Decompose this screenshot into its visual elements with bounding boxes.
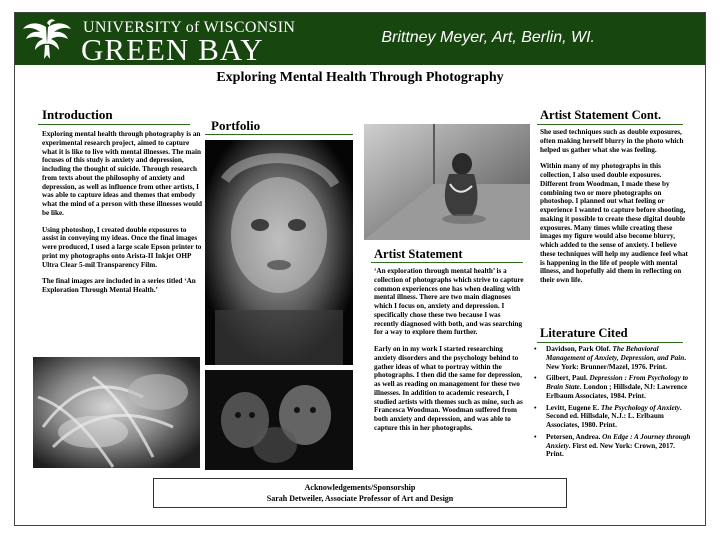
acknowledgements-sponsor: Sarah Detweiler, Associate Professor of Art and Design — [266, 494, 454, 503]
literature-cited-heading: Literature Cited — [540, 326, 628, 340]
citation-item — [534, 433, 694, 459]
doll-in-room-corner-photo — [364, 124, 530, 240]
citation-author: Gilbert, Paul. — [546, 374, 590, 383]
portfolio-heading: Portfolio — [211, 118, 261, 133]
acknowledgements-heading: Acknowledgements/Sponsorship — [304, 483, 416, 492]
citation-publication: . Second ed. Hillsdale, N.J.: L. Erlbaum Associates, 1980. Print. — [546, 403, 682, 429]
artist-statement-cont-body — [540, 128, 690, 293]
paragraph: Within many of my photographs in this collection, I also used double exposures. Different from Woodman, I made these by combining two or more photographs on photoshop. I planned out what feeling or experience I wanted to capture before shooting, making it possible to create these digital double exposures. Many times while creating these images my figure would also become blurry, which added to the sense of anxiety. I believe these techniques will help my audience feel what is happening in the life of people with mental illness, and hopefully aid them in reflecting on their own life. — [540, 162, 688, 284]
literature-cited-rule — [537, 342, 683, 343]
citation-item — [534, 404, 694, 430]
introduction-body — [42, 130, 202, 303]
citation-title: On Edge : A Journey through Anxiety — [546, 432, 691, 450]
blurred-doll-face-photo — [205, 140, 353, 365]
phoenix-icon — [19, 15, 75, 63]
citation-publication: . First ed. New York: Crown, 2017. Print. — [546, 441, 675, 459]
author-byline: Brittney Meyer, Art, Berlin, WI. — [381, 29, 595, 46]
citation-publication: . London ; Hillsdale, NJ: Lawrence Erlbaum Associates, 1984. Print. — [546, 383, 688, 400]
paragraph: Exploring mental health through photography is an experimental research project, aimed to capture what it is like to live with mental illnesses. The main focuses of this study is anxiety and depression, including the thought of suicide. Through research from texts about the philosophy of anxiety and depression, as well as influence from other artists, I was able to capture ideas and themes that embody what the mind of a person with these illnesses would be like. — [42, 130, 202, 217]
introduction-heading: Introduction — [42, 107, 113, 122]
artist-statement-body — [374, 267, 526, 441]
introduction-rule — [38, 124, 190, 125]
citation-item — [534, 345, 694, 371]
citation-author: Davidson, Park Olof. — [546, 345, 613, 353]
citation-author: Levitt, Eugene E. — [546, 403, 601, 412]
citation-author: Petersen, Andrea. — [546, 432, 603, 441]
dolls-dark-photo — [205, 370, 353, 470]
citation-item — [534, 374, 694, 400]
acknowledgements-box — [153, 478, 567, 508]
citation-title: Depression : From Psychology to Brain State — [546, 374, 689, 391]
portfolio-rule — [205, 134, 353, 135]
literature-cited-list — [534, 345, 694, 462]
paragraph: ‘An exploration through mental health’ is a collection of photographs which strive to capture common experiences one has when dealing with mental illness. There are two main diagnoses which I focus on, anxiety and depression. I specifically chose these two because I was recently diagnosed with both, and was searching for a way to explore them further. — [374, 267, 524, 337]
university-name: UNIVERSITY of WISCONSIN — [83, 19, 296, 36]
header-banner — [15, 13, 705, 65]
campus-name: GREEN BAY — [81, 32, 264, 67]
citation-title: The Behavioral Management of Anxiety, Depression, and Pain — [546, 345, 685, 362]
artist-statement-cont-rule — [537, 124, 683, 125]
paragraph: The final images are included in a series titled ‘An Exploration Through Mental Health.’ — [42, 277, 196, 294]
artist-statement-heading: Artist Statement — [374, 247, 463, 261]
citation-publication: . New York: Brunner/Mazel, 1976. Print. — [546, 353, 687, 371]
hands-double-exposure-photo — [33, 357, 200, 468]
paragraph: Early on in my work I started researching anxiety disorders and the psychology behind to gather ideas of what to portray within the photographs. I then did the same for depression, as well as reading on management for these two illnesses. In addition to academic research, I studied artists with themes such as mine, such as Francesca Woodman. Woodman suffered from both anxiety and depression, and was able to capture this in her photographs. — [374, 345, 523, 432]
artist-statement-rule — [371, 262, 523, 263]
artist-statement-cont-heading: Artist Statement Cont. — [540, 108, 662, 122]
citation-title: The Psychology of Anxiety — [600, 403, 680, 412]
poster-title: Exploring Mental Health Through Photography — [216, 70, 504, 85]
university-logo — [19, 15, 296, 67]
paragraph: She used techniques such as double exposures, often making herself blurry in the photo which helped us gather what she was feeling. — [540, 128, 684, 154]
paragraph: Using photoshop, I created double exposures to assist in conveying my ideas. Once the final images were produced, I used a large scale Epson printer to print my photographs onto Arista-II Inkjet OHP Ultra Clear 5-mil Transparency Film. — [42, 225, 202, 269]
